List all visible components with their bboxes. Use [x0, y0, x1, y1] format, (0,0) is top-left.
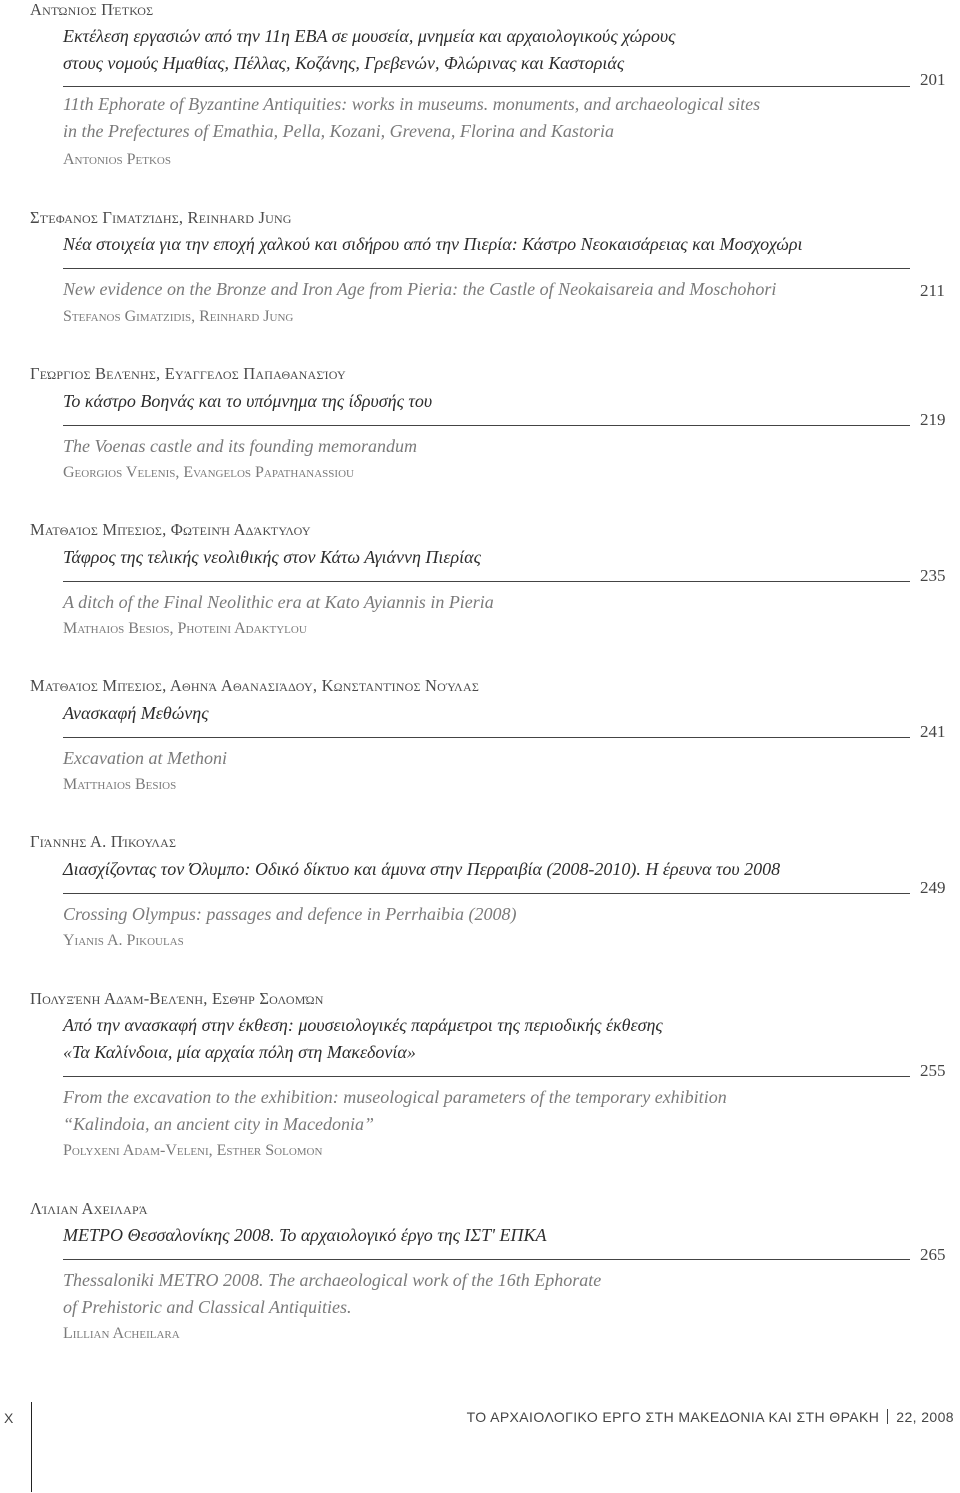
- entry-page-number: 255: [920, 1061, 946, 1080]
- entry-author-english: Polyxeni Adam-Veleni, Esther Solomon: [63, 1142, 323, 1159]
- entry-title-greek: «Τα Καλίνδοια, μία αρχαία πόλη στη Μακεδονία»: [63, 1042, 416, 1062]
- entry-author-english: Matthaios Besios: [63, 776, 177, 793]
- entry-rule: [63, 1076, 910, 1077]
- entry-title-english: “Kalindoia, an ancient city in Macedonia”: [63, 1114, 374, 1134]
- entry-author-english: Georgios Velenis, Evangelos Papathanassiou: [63, 464, 354, 481]
- entry-title-english: of Prehistoric and Classical Antiquities.: [63, 1297, 352, 1317]
- entry-author: Πολυξένη Αδάμ-Βελένη, Εσθήρ Σολομών: [30, 989, 324, 1008]
- entry-rule: [63, 1259, 910, 1260]
- entry-title-greek: ΜΕΤΡΟ Θεσσαλονίκης 2008. Το αρχαιολογικό έργο της ΙΣΤ' ΕΠΚΑ: [63, 1225, 547, 1245]
- entry-page-number: 211: [920, 281, 945, 300]
- entry-author: Αντώνιος Πέτκος: [30, 0, 154, 19]
- entry-title-english: in the Prefectures of Emathia, Pella, Kozani, Grevena, Florina and Kastoria: [63, 121, 614, 141]
- entry-page-number: 201: [920, 70, 946, 89]
- entry-title-greek: Ανασκαφή Μεθώνης: [63, 703, 209, 723]
- entry-title-greek: Εκτέλεση εργασιών από την 11η ΕΒΑ σε μουσεία, μνημεία και αρχαιολογικούς χώρους: [63, 26, 676, 46]
- entry-author-english: Antonios Petkos: [63, 151, 171, 168]
- entry-title-greek: Από την ανασκαφή στην έκθεση: μουσειολογικές παράμετροι της περιοδικής έκθεσης: [63, 1015, 663, 1035]
- entry-title-english: Excavation at Methoni: [63, 748, 227, 768]
- entry-title-english: A ditch of the Final Neolithic era at Kato Ayiannis in Pieria: [63, 592, 494, 612]
- entry-page-number: 241: [920, 722, 946, 741]
- entry-page-number: 235: [920, 566, 946, 585]
- entry-rule: [63, 86, 910, 87]
- entry-author-english: Stefanos Gimatzidis, Reinhard Jung: [63, 308, 294, 325]
- entry-rule: [63, 737, 910, 738]
- entry-title-english: Thessaloniki METRO 2008. The archaeological work of the 16th Ephorate: [63, 1270, 602, 1290]
- entry-rule: [63, 268, 910, 269]
- entry-page-number: 265: [920, 1245, 946, 1264]
- entry-title-english: New evidence on the Bronze and Iron Age from Pieria: the Castle of Neokaisareia and Moschohori: [63, 279, 777, 299]
- footer-running-title: [467, 1409, 954, 1425]
- entry-title-greek: Διασχίζοντας τον Όλυμπο: Οδικό δίκτυο και άμυνα στην Περραιβία (2008-2010). Η έρευνα του 2008: [63, 859, 781, 879]
- entry-title-english: From the excavation to the exhibition: museological parameters of the temporary exhibition: [63, 1087, 727, 1107]
- entry-title-greek: Νέα στοιχεία για την εποχή χαλκού και σιδήρου από την Πιερία: Κάστρο Νεοκαισάρειας και Μοσχοχώρι: [63, 234, 803, 254]
- entry-author: Ματθαίος Μπέσιος, Αθηνά Αθανασιάδου, Κωνσταντίνος Νούλας: [30, 676, 480, 695]
- entry-author: Στέφανος Γιματζίδης, Reinhard Jung: [30, 208, 292, 227]
- entry-author: Λίλιαν Αχειλαρά: [30, 1199, 148, 1218]
- entry-page-number: 249: [920, 878, 946, 897]
- entry-rule: [63, 425, 910, 426]
- footer-separator: [887, 1409, 888, 1424]
- entry-author: Ματθαίος Μπέσιος, Φωτεινή Αδάκτυλου: [30, 520, 311, 539]
- entry-title-english: 11th Ephorate of Byzantine Antiquities: works in museums. monuments, and archaeological sites: [63, 94, 761, 114]
- entry-author: Γεώργιος Βελένης, Ευάγγελος Παπαθανασίου: [30, 364, 346, 383]
- entry-title-english: Crossing Olympus: passages and defence in Perrhaibia (2008): [63, 904, 517, 924]
- footer-divider: [31, 1402, 32, 1492]
- entry-rule: [63, 581, 910, 582]
- entry-author: Γιάννης Α. Πίκουλας: [30, 832, 177, 851]
- entry-title-greek: Το κάστρο Βοηνάς και το υπόμνημα της ίδρυσής του: [63, 391, 433, 411]
- entry-title-greek: Τάφρος της τελικής νεολιθικής στον Κάτω Αγιάννη Πιερίας: [63, 547, 481, 567]
- footer-journal-title: ΤΟ ΑΡΧΑΙΟΛΟΓΙΚΟ ΕΡΓΟ ΣΤΗ ΜΑΚΕΔΟΝΙΑ ΚΑΙ ΣΤΗ ΘΡΑΚΗ: [466, 1409, 880, 1425]
- entry-author-english: Lillian Acheilara: [63, 1325, 180, 1342]
- entry-rule: [63, 893, 910, 894]
- entry-author-english: Mathaios Besios, Photeini Adaktylou: [63, 620, 307, 637]
- entry-page-number: 219: [920, 410, 946, 429]
- entry-title-english: The Voenas castle and its founding memorandum: [63, 436, 417, 456]
- entry-author-english: Yianis A. Pikoulas: [63, 932, 184, 949]
- entry-title-greek: στους νομούς Ημαθίας, Πέλλας, Κοζάνης, Γρεβενών, Φλώρινας και Καστοριάς: [63, 53, 625, 73]
- footer-volume: 22, 2008: [896, 1409, 954, 1425]
- footer-page-label: X: [4, 1410, 14, 1426]
